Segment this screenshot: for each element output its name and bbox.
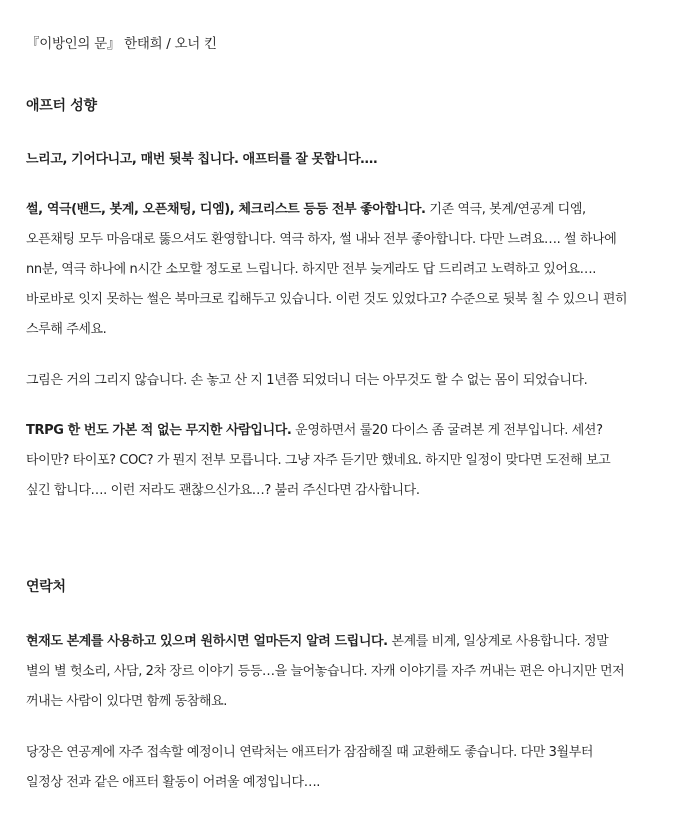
- bold-statement: 현재도 본계를 사용하고 있으며 원하시면 얼마든지 알려 드립니다.: [26, 634, 388, 649]
- paragraph-text: 일정상 전과 같은 애프터 활동이 어려울 예정입니다….: [26, 775, 321, 790]
- paragraph-text: 꺼내는 사람이 있다면 함께 동참해요.: [26, 694, 228, 709]
- paragraph-text: 싶긴 합니다…. 이런 저라도 괜찮으신가요…? 불러 주신다면 감사합니다.: [26, 483, 420, 498]
- paragraph-text: 기존 역극, 봇계/연공계 디엠,: [425, 202, 586, 217]
- paragraph-text: 스루해 주세요.: [26, 322, 107, 337]
- paragraph-text: nn분, 역극 하나에 n시간 소모할 정도로 느립니다. 하지만 전부 늦게라도 답 드리려고 노력하고 있어요….: [26, 262, 596, 277]
- source-line: 『이방인의 문』 한태희 / 오너 킨: [26, 36, 217, 52]
- section-heading-contact: 연락처: [26, 579, 66, 595]
- paragraph-slow-pace: [26, 145, 666, 175]
- paragraph-text: 오픈채팅 모두 마음대로 뚫으셔도 환영합니다. 역극 하자, 썰 내놔 전부 좋아합니다. 다만 느려요…. 썰 하나에: [26, 232, 617, 247]
- paragraph-text: 당장은 연공계에 자주 접속할 예정이니 연락처는 애프터가 잠잠해질 때 교환해도 좋습니다. 다만 3월부터: [26, 745, 594, 760]
- bold-statement: TRPG 한 번도 가본 적 없는 무지한 사람입니다.: [26, 423, 292, 438]
- paragraph-drawing: [26, 366, 666, 396]
- paragraph-text: 그림은 거의 그리지 않습니다. 손 놓고 산 지 1년쯤 되었더니 더는 아무것도 할 수 없는 몸이 되었습니다.: [26, 373, 588, 388]
- paragraph-text: 별의 별 헛소리, 사담, 2차 장르 이야기 등등…을 늘어놓습니다. 자캐 이야기를 자주 꺼내는 편은 아니지만 먼저: [26, 664, 625, 679]
- paragraph-main-account: [26, 627, 666, 717]
- paragraph-contact-exchange: [26, 738, 666, 798]
- bold-statement: 썰, 역극(밴드, 봇계, 오픈채팅, 디엠), 체크리스트 등등 전부 좋아합니다.: [26, 202, 426, 217]
- section-heading-after-style: 애프터 성향: [26, 98, 97, 114]
- paragraph-roleplay-preferences: [26, 195, 666, 345]
- paragraph-text: 바로바로 잇지 못하는 썰은 북마크로 킵해두고 있습니다. 이런 것도 있었다고? 수준으로 뒷북 칠 수 있으니 편히: [26, 292, 628, 307]
- paragraph-text: 본계를 비계, 일상계로 사용합니다. 정말: [387, 634, 609, 649]
- bold-statement: 느리고, 기어다니고, 매번 뒷북 칩니다. 애프터를 잘 못합니다….: [26, 152, 378, 167]
- paragraph-text: 운영하면서 룰20 다이스 좀 굴려본 게 전부입니다. 세션?: [291, 423, 603, 438]
- paragraph-text: 타이만? 타이포? COC? 가 뭔지 전부 모릅니다. 그냥 자주 듣기만 했네요. 하지만 일정이 맞다면 도전해 보고: [26, 453, 611, 468]
- paragraph-trpg: [26, 416, 666, 506]
